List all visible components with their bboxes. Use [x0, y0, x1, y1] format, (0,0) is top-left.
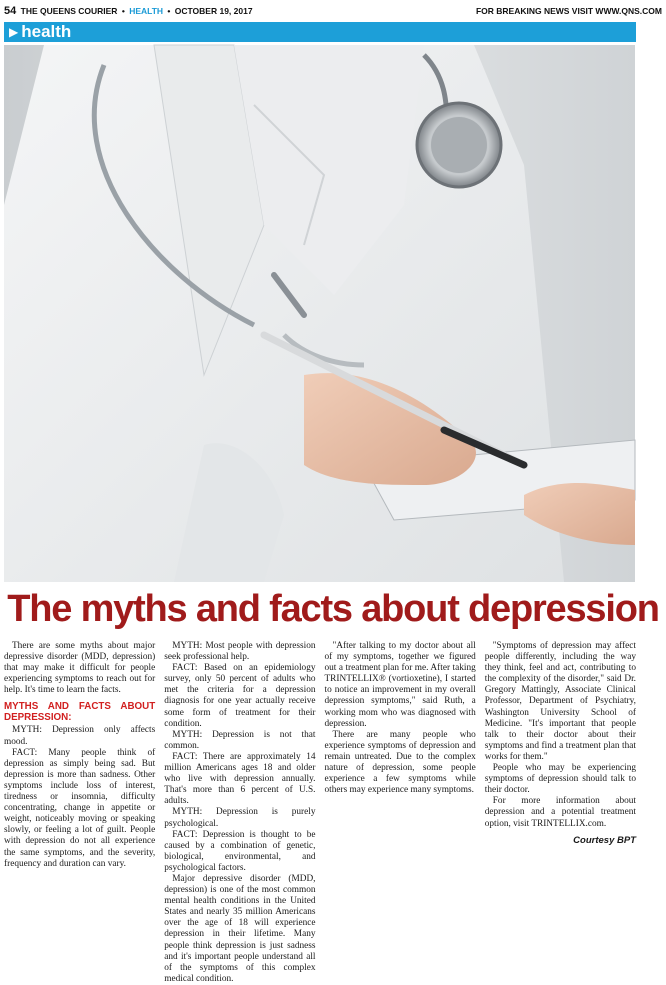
- header-left: 54 THE QUEENS COURIER • HEALTH • OCTOBER 19, 2017: [4, 5, 253, 17]
- article-column-3: [325, 641, 476, 842]
- myth-paragraph: MYTH: Most people with depression seek professional help.: [164, 641, 316, 663]
- article-headline: The myths and facts about depression: [7, 588, 659, 630]
- body-paragraph: For more information about depression and a potential treatment option, visit TRINTELLIX.com.: [484, 796, 636, 829]
- page-number: 54: [4, 5, 17, 17]
- publication-name: THE QUEENS COURIER: [20, 6, 118, 16]
- breaking-news-link[interactable]: FOR BREAKING NEWS VISIT WWW.QNS.COM: [475, 6, 662, 16]
- myth-paragraph: MYTH: Depression is purely psychological.: [164, 807, 316, 829]
- fact-paragraph: FACT: Based on an epidemiology survey, only 50 percent of adults who met the criteria for a depression diagnosis for one year actually receive some form of treatment for their condition.: [164, 663, 316, 729]
- intro-paragraph: There are some myths about major depressive disorder (MDD, depression) that may make it difficult for people experiencing symptoms to reach out for help. It's time to learn the facts.: [4, 641, 156, 696]
- section-label: health: [21, 22, 72, 41]
- fact-paragraph: FACT: Many people think of depression as simply being sad. But depression is more than sadness. Other symptoms include loss of interest, tiredness or insomnia, difficulty concentrating, change in appetite or weight, noticeably moving or speaking slowly, or feeling a lot of guilt. People with depression do not all experience the same symptoms, and the severity, frequency and duration can vary.: [4, 747, 156, 869]
- doctor-illustration: [4, 45, 635, 582]
- article-subhead: MYTHS AND FACTS ABOUT DEPRESSION:: [4, 701, 156, 724]
- myth-paragraph: MYTH: Depression only affects mood.: [4, 725, 156, 747]
- quote-paragraph: "After talking to my doctor about all of my symptoms, together we figured out a treatment plan for me. After taking TRINTELLIX® (vortioxetine), I started to notice an improvement in my overall depression symptoms," said Ruth, a working mom who was diagnosed with depression.: [324, 641, 476, 729]
- section-banner: [4, 22, 636, 42]
- quote-paragraph: "Symptoms of depression may affect people differently, including the way they think, feel and act, contributing to the complexity of the disorder," said Dr. Gregory Mattingly, Associate Clinical Professor, Department of Psychiatry, Washington University School of Medicine. "It's important that people talk to their doctor about their symptoms and find a treatment plan that works for them.": [484, 641, 636, 762]
- myth-paragraph: MYTH: Depression is not that common.: [164, 729, 316, 751]
- body-paragraph: Major depressive disorder (MDD, depression) is one of the most common mental health conditions in the United States and nearly 35 million Americans over the age of 18 will experience depression in their lifetime. Many people think depression is just sadness and it's important people understand all of the symptoms of this complex medical condition.: [164, 873, 316, 984]
- article-column-1: [4, 641, 156, 869]
- article-body: [4, 641, 636, 984]
- issue-date: OCTOBER 19, 2017: [174, 6, 253, 16]
- article-column-4: [484, 641, 636, 846]
- body-paragraph: There are many people who experience symptoms of depression and remain untreated. Due to the complex nature of depression, some people experience a few symptoms while others may experience many symptoms.: [324, 729, 476, 796]
- fact-paragraph: FACT: Depression is thought to be caused by a combination of genetic, biological, environmental, and psychological factors.: [164, 829, 316, 873]
- section-name: HEALTH: [129, 6, 164, 16]
- photo-credit: Courtesy BPT: [573, 834, 636, 846]
- triangle-right-icon: ▶: [9, 25, 19, 39]
- page-header: [4, 4, 662, 18]
- doctor-photo: [4, 45, 635, 582]
- article-column-2: [164, 641, 316, 984]
- fact-paragraph: FACT: There are approximately 14 million Americans ages 18 and older who live with depression annually. That's more than 6 percent of U.S. adults.: [164, 751, 316, 807]
- body-paragraph: People who may be experiencing symptoms of depression should talk to their doctor.: [484, 763, 636, 796]
